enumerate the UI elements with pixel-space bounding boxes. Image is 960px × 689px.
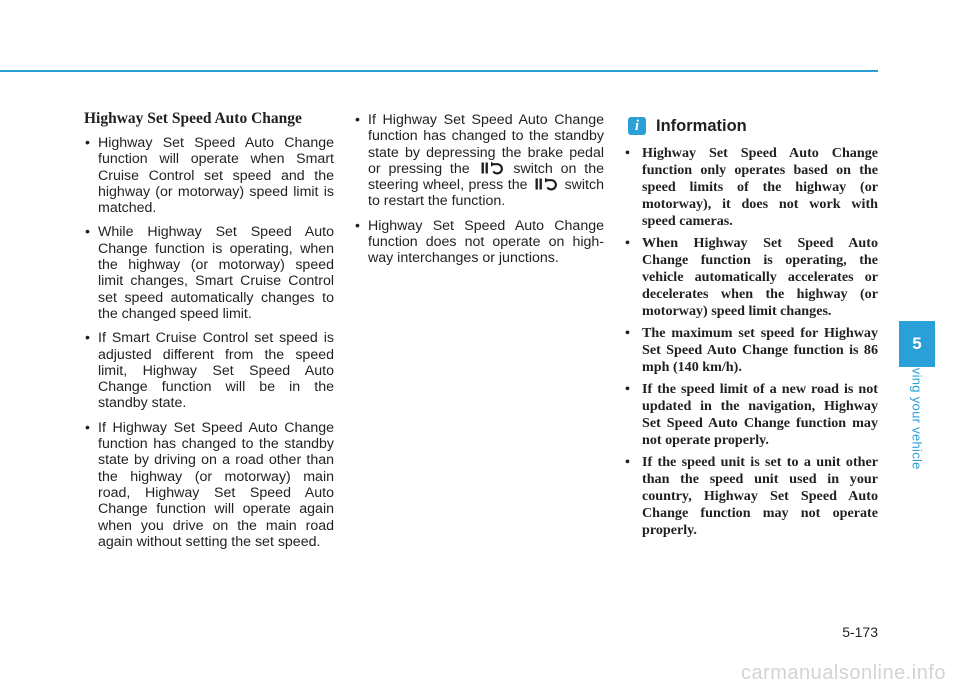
list-item: • If Highway Set Speed Auto Change function has changed to the standby state by driving on a road other than the highway (or motorway) main road, Highway Set Speed Auto Change function will operate again when you drive on the main road again without setting the set speed. [84,420,334,550]
info-icon: i [628,117,646,135]
cruise-resume-switch-icon [534,177,558,191]
bullet-text: switch to restart the function. [368,177,604,210]
bullet-text: switch on the steering wheel, press the [368,160,604,194]
list-item: • Highway Set Speed Auto Change function only operates based on the speed limits of the highway (or motorway), it does not work with speed cameras. [624,145,878,230]
list-item: • When Highway Set Speed Auto Change function is operating, the vehicle automatically accelerates or decelerates when the highway (or motorway) speed limit changes. [624,235,878,320]
watermark: carmanualsonline.info [740,662,946,684]
list-item [354,112,604,210]
information-box [624,116,878,544]
section-bullet-list [84,135,334,550]
list-item: • If Smart Cruise Control set speed is adjusted different from the speed limit, Highway Set Speed Auto Change function will be in the standby state. [84,330,334,411]
list-item: • If the speed unit is set to a unit other than the speed unit used in your country, Highway Set Speed Auto Change function may not operate properly. [624,454,878,539]
chapter-number-tab: 5 [899,321,935,367]
page-number: 5-173 [842,624,878,640]
list-item: • Highway Set Speed Auto Change function will operate when Smart Cruise Control set speed and the highway (or motorway) speed limit is matched. [84,135,334,216]
bullet-text: If Highway Set Speed Auto Change function has changed to the standby state by depressing the brake pedal or pressing the [368,112,604,177]
chapter-label-text: Driving your vehicle [909,350,925,470]
information-bullet-list [624,145,878,539]
middle-bullet-list [354,112,604,267]
list-item: • If the speed limit of a new road is not updated in the navigation, Highway Set Speed Auto Change function may not operate properly. [624,381,878,449]
list-item: • The maximum set speed for Highway Set Speed Auto Change function is 86 mph (140 km/h). [624,325,878,376]
list-item: • While Highway Set Speed Auto Change function is operating, when the highway (or motorway) speed limit changes, Smart Cruise Control set speed automatically changes to the changed speed limit. [84,224,334,322]
cruise-resume-switch-icon [480,161,504,175]
information-header [624,116,878,136]
list-item: • Highway Set Speed Auto Change function does not operate on high-way interchanges or junctions. [354,218,604,267]
column-middle [354,112,604,275]
column-left [84,110,334,558]
information-title: Information [656,116,747,135]
section-title: Highway Set Speed Auto Change [84,110,302,127]
header-rule [0,70,878,72]
